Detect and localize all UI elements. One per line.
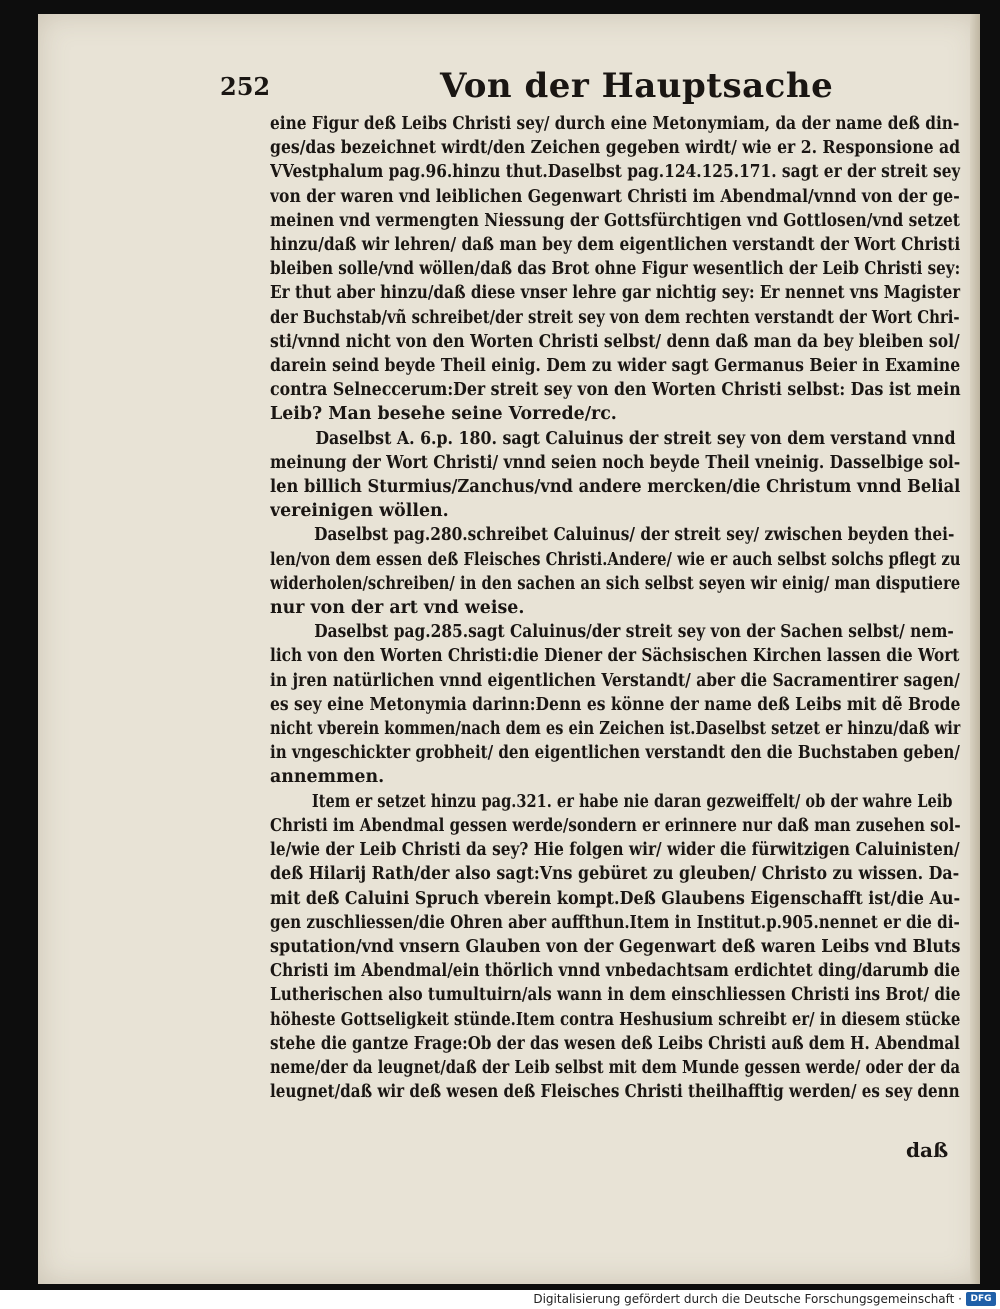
text-line: höheste Gottseligkeit stünde.Item contra Heshusium schreibt er/ in diesem stücke — [270, 1009, 961, 1030]
text-line: widerholen/schreiben/ in den sachen an sich selbst seyen wir einig/ man disputiere — [270, 573, 961, 594]
text-line: mit deß Caluini Spruch vberein kompt.Deß Glaubens Eigenschafft ist/die Au- — [270, 888, 961, 909]
body-text — [270, 112, 960, 1104]
text-line: nicht vberein kommen/nach dem es ein Zeichen ist.Daselbst setzet er hinzu/daß wir — [270, 719, 961, 740]
text-line: meinen vnd vermengten Niessung der Gottsfürchtigen vnd Gottlosen/vnd setzet — [270, 210, 960, 231]
text-line: vereinigen wöllen. — [270, 501, 449, 522]
text-line: lich von den Worten Christi:die Diener der Sächsischen Kirchen lassen die Wort — [270, 646, 960, 667]
text-line: Christi im Abendmal gessen werde/sondern er erinnere nur daß man zusehen sol- — [270, 815, 961, 836]
text-line: Christi im Abendmal/ein thörlich vnnd vnbedachtsam erdichtet ding/darumb die — [270, 961, 961, 982]
text-line: VVestphalum pag.96.hinzu thut.Daselbst pag.124.125.171. sagt er der streit sey — [270, 162, 961, 183]
text-line: len/von dem essen deß Fleisches Christi.Andere/ wie er auch selbst solchs pflegt zu — [270, 549, 961, 570]
text-line: sputation/vnd vnsern Glauben von der Gegenwart deß waren Leibs vnd Bluts — [270, 936, 961, 957]
text-line: len billich Sturmius/Zanchus/vnd andere mercken/die Christum vnnd Belial — [270, 477, 961, 498]
text-line: hinzu/daß wir lehren/ daß man bey dem eigentlichen verstandt der Wort Christi — [270, 235, 961, 256]
catchword: daß — [906, 1138, 949, 1162]
footer-bar — [0, 1290, 1000, 1309]
text-line: annemmen. — [270, 767, 385, 788]
text-line: Daselbst pag.280.schreibet Caluinus/ der streit sey/ zwischen beyden thei- — [314, 525, 955, 546]
text-line: von der waren vnd leiblichen Gegenwart Christi im Abendmal/vnnd von der ge- — [270, 186, 960, 207]
text-line: Item er setzet hinzu pag.321. er habe nie daran gezweiffelt/ ob der wahre Leib — [311, 791, 953, 812]
text-line: Daselbst pag.285.sagt Caluinus/der streit sey von der Sachen selbst/ nem- — [314, 622, 954, 643]
page-number: 252 — [220, 72, 271, 101]
text-line: stehe die gantze Frage:Ob der das wesen deß Leibs Christi auß dem H. Abendmal — [270, 1033, 960, 1054]
text-line: in vngeschickter grobheit/ den eigentlichen verstandt den die Buchstaben geben/ — [270, 743, 960, 764]
running-head: Von der Hauptsache — [440, 66, 834, 106]
funding-credit: Digitalisierung gefördert durch die Deutsche Forschungsgemeinschaft · — [533, 1292, 962, 1306]
text-line: nur von der art vnd weise. — [270, 598, 525, 619]
page-edge — [970, 14, 980, 1284]
text-line: le/wie der Leib Christi da sey? Hie folgen wir/ wider die fürwitzigen Caluinisten/ — [270, 840, 960, 861]
text-line: eine Figur deß Leibs Christi sey/ durch eine Metonymiam, da der name deß din- — [270, 114, 960, 134]
text-line: der Buchstab/vñ schreibet/der streit sey von dem rechten verstandt der Wort Chri- — [270, 307, 960, 328]
text-line: Daselbst A. 6.p. 180. sagt Caluinus der streit sey von dem verstand vnnd — [315, 428, 956, 449]
text-line: gen zuschliessen/die Ohren aber auffthun.Item in Institut.p.905.nennet er die di- — [270, 912, 960, 933]
text-line: ges/das bezeichnet wirdt/den Zeichen gegeben wirdt/ wie er 2. Responsione ad — [270, 138, 961, 159]
text-line: contra Selneccerum:Der streit sey von den Worten Christi selbst: Das ist mein — [270, 380, 961, 401]
text-line: meinung der Wort Christi/ vnnd seien noch beyde Theil vneinig. Dasselbige sol- — [270, 452, 960, 473]
text-line: bleiben solle/vnd wöllen/daß das Brot ohne Figur wesentlich der Leib Christi sey: — [270, 259, 960, 280]
text-line: in jren natürlichen vnnd eigentlichen Verstandt/ aber die Sacramentirer sagen/ — [270, 670, 960, 691]
page-header — [220, 62, 920, 112]
text-line: Lutherischen also tumultuirn/als wann in dem einschliessen Christi ins Brot/ die — [270, 985, 961, 1006]
text-line: darein seind beyde Theil einig. Dem zu wider sagt Germanus Beier in Examine — [270, 356, 961, 377]
text-line: es sey eine Metonymia darinn:Denn es könne der name deß Leibs mit dẽ Brode — [270, 694, 961, 715]
text-line: sti/vnnd nicht von den Worten Christi selbst/ denn daß man da bey bleiben sol/ — [270, 331, 960, 352]
text-line: Er thut aber hinzu/daß diese vnser lehre gar nichtig sey: Er nennet vns Magister — [270, 283, 961, 304]
dfg-logo-icon: DFG — [966, 1292, 996, 1306]
text-line: deß Hilarij Rath/der also sagt:Vns gebüret zu gleuben/ Christo zu wissen. Da- — [270, 864, 960, 885]
text-line: Leib? Man besehe seine Vorrede/rc. — [270, 404, 617, 425]
text-line: leugnet/daß wir deß wesen deß Fleisches Christi theilhafftig werden/ es sey denn — [270, 1082, 960, 1103]
text-line: neme/der da leugnet/daß der Leib selbst mit dem Munde gessen werde/ oder der da — [270, 1057, 961, 1078]
